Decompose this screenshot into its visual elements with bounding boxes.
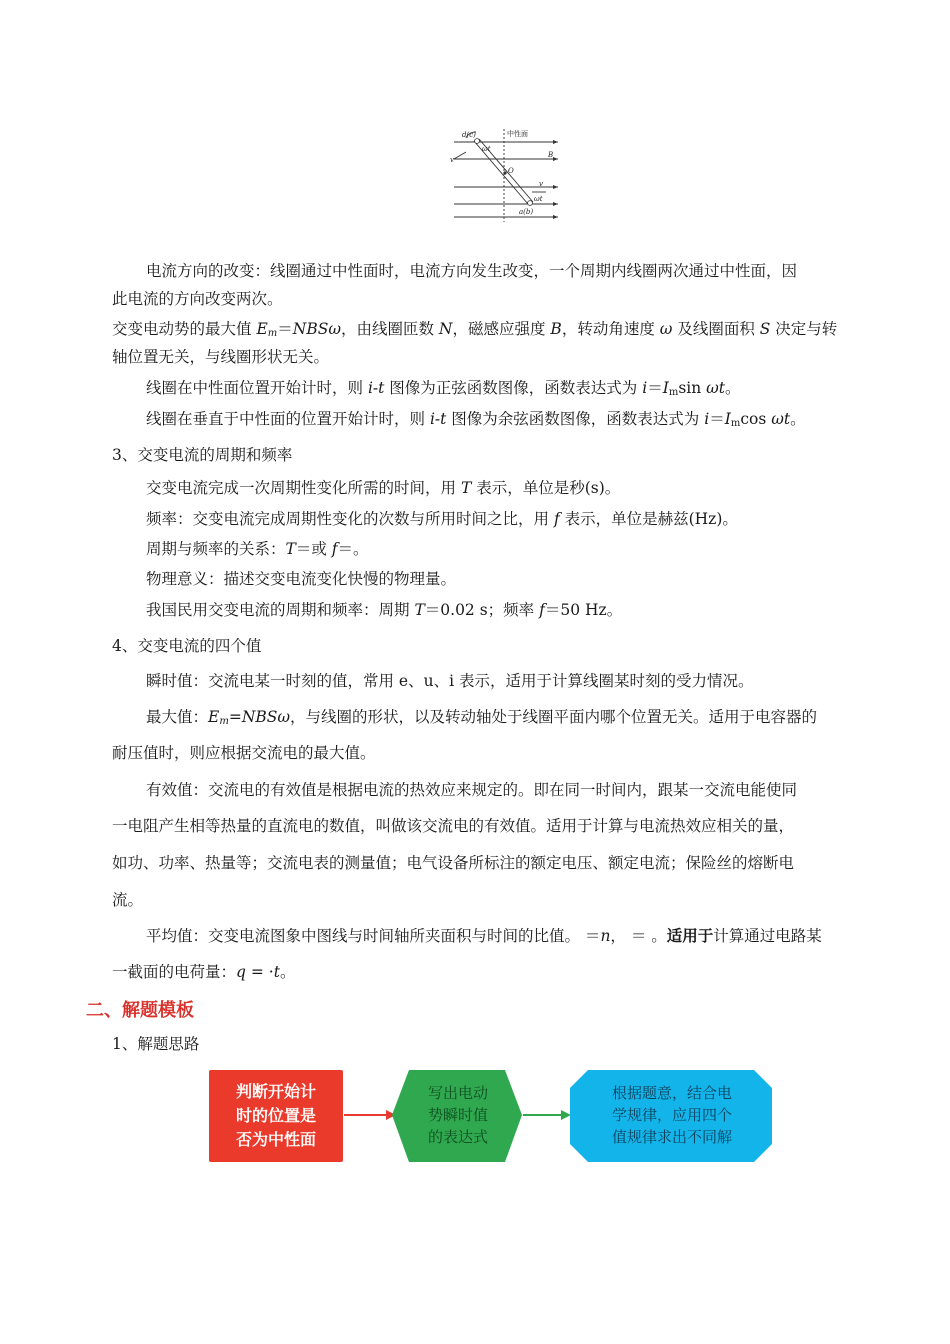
- label-dc: d(c): [462, 131, 476, 139]
- paragraph-effective: 有效值：交流电的有效值是根据电流的热效应来规定的。即在同一时间内，跟某一交流电能使同: [146, 781, 798, 799]
- heading-solution-approach: 1、解题思路: [112, 1035, 200, 1053]
- flow-step-2-text: 写出电动 势瞬时值 的表达式: [427, 1084, 488, 1146]
- paragraph-maximum: 最大值：$E_m=NBS\omega$，与线圈的形状，以及转动轴处于线圈平面内哪个位置无关。适用于电容器的: [146, 708, 818, 727]
- solution-flowchart: [206, 1068, 776, 1166]
- label-neutral-plane: 中性面: [507, 130, 528, 138]
- paragraph-effective-cont2: 如功、功率、热量等；交流电表的测量值；电气设备所标注的额定电压、额定电流；保险丝的熔断电: [112, 854, 795, 872]
- flow-step-1-text: 判断开始计 时的位置是 否为中性面: [235, 1082, 316, 1149]
- paragraph-domestic-ac: 我国民用交变电流的周期和频率：周期 T＝0.02 s；频率 f＝50 Hz。: [146, 601, 623, 619]
- paragraph-sine: 线圈在中性面位置开始计时，则 i-t 图像为正弦函数图像，函数表达式为 $i=I_m\sin$ ωt。: [146, 379, 741, 398]
- label-v-right: v: [539, 180, 543, 188]
- paragraph-cosine: 线圈在垂直于中性面的位置开始计时，则 i-t 图像为余弦函数图像，函数表达式为 $i=I_m\cos$ ωt。: [146, 410, 806, 429]
- label-omega-t-bottom: ωt: [534, 195, 543, 203]
- paragraph-period: 交变电流完成一次周期性变化所需的时间，用 T 表示，单位是秒(s)。: [146, 479, 621, 497]
- paragraph-frequency: 频率：交变电流完成周期性变化的次数与所用时间之比，用 f 表示，单位是赫兹(Hz)。: [146, 510, 738, 528]
- paragraph-maximum-cont: 耐压值时，则应根据交流电的最大值。: [112, 744, 376, 762]
- label-O: O: [508, 167, 514, 175]
- coil-rotation-diagram: [446, 124, 566, 222]
- label-v-left: v: [450, 156, 454, 164]
- paragraph-effective-cont3: 流。: [112, 891, 144, 909]
- flow-step-3-text: 根据题意，结合电 学规律，应用四个 值规律求出不同解: [611, 1084, 732, 1146]
- label-ab: a(b): [519, 208, 534, 216]
- paragraph-current-direction-cont: 此电流的方向改变两次。: [112, 290, 283, 308]
- section-heading-solution-template: 二、解题模板: [86, 1000, 194, 1021]
- heading-four-values: 4、交变电流的四个值: [112, 637, 262, 655]
- paragraph-instantaneous: 瞬时值：交流电某一时刻的值，常用 e、u、i 表示，适用于计算线圈某时刻的受力情况。: [146, 672, 754, 690]
- paragraph-average-cont: 一截面的电荷量：q = ·t。: [112, 963, 296, 981]
- paragraph-period-frequency-relation: 周期与频率的关系：T＝或 f＝。: [146, 540, 369, 558]
- heading-period-frequency: 3、交变电流的周期和频率: [112, 446, 293, 464]
- paragraph-current-direction: 电流方向的改变：线圈通过中性面时，电流方向发生改变，一个周期内线圈两次通过中性面，因: [146, 262, 798, 280]
- paragraph-effective-cont1: 一电阻产生相等热量的直流电的数值，叫做该交流电的有效值。适用于计算与电流热效应相关的量，: [112, 817, 795, 835]
- flow-arrowhead-2: [561, 1110, 571, 1120]
- paragraph-max-emf-cont: 轴位置无关，与线圈形状无关。: [112, 348, 330, 366]
- paragraph-max-emf: 交变电动势的最大值 $E_m=NBS\omega$，由线圈匝数 N，磁感应强度 B，转动角速度 ω 及线圈面积 S 决定与转: [112, 320, 838, 339]
- label-B: B: [548, 151, 554, 159]
- paragraph-average: 平均值：交变电流图象中图线与时间轴所夹面积与时间的比值。 ＝n， ＝ 。适用于计算通过电路某: [146, 927, 822, 945]
- label-omega-t-top: ωt: [482, 145, 491, 153]
- paragraph-physical-meaning: 物理意义：描述交变电流变化快慢的物理量。: [146, 570, 457, 588]
